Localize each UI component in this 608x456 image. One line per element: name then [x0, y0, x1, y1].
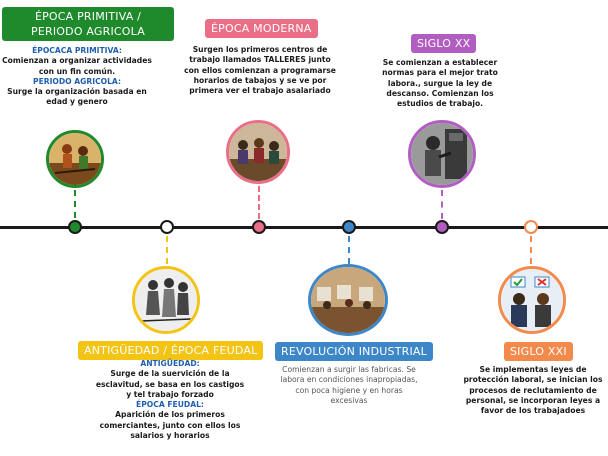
dot-feudal	[160, 220, 174, 234]
dot-moderna	[252, 220, 266, 234]
title-feudal: ANTIGÜEDAD / ÉPOCA FEUDAL	[78, 341, 263, 360]
title-primitiva: ÉPOCA PRIMITIVA / PERIODO AGRICOLA	[2, 7, 174, 41]
text-primitiva	[2, 46, 152, 108]
title-revolucion: REVOLUCIÓN INDUSTRIAL	[275, 342, 433, 361]
title-sigloxxi: SIGLO XXI	[504, 342, 573, 361]
connector-revolucion	[348, 236, 350, 264]
label-epoca-feudal: ÉPOCA FEUDAL:	[136, 400, 204, 410]
label-primitiva: ÉPOCACA PRIMITIVA:	[32, 46, 122, 55]
dot-sigloxxi	[524, 220, 538, 234]
dot-primitiva	[68, 220, 82, 234]
title-sigloxx: SIGLO XX	[411, 34, 476, 53]
desc-agricola: Surge la organización basada en edad y genero	[7, 87, 147, 107]
text-moderna: Surgen los primeros centros de trabajo llamados TALLERES junto con ellos comienzan a programarse horarios de tabajos y se ve por primera ver el trabajo asalariado	[184, 45, 336, 96]
connector-primitiva	[74, 190, 76, 218]
dot-revolucion	[342, 220, 356, 234]
connector-feudal	[166, 236, 168, 264]
desc-antiguedad: Surge de la suervición de la esclavitud, se basa en los castigos y tel trabajo forzado	[95, 369, 245, 399]
timeline-axis	[0, 226, 608, 229]
text-revolucion: Comienzan a surgir las fabricas. Se labora en condiciones inapropiadas, con poca higiene y en horas excesivas	[280, 365, 418, 405]
text-feudal	[94, 359, 246, 441]
text-sigloxx: Se comienzan a establecer normas para el mejor trato labora., surgue la ley de descanso. Comienzan los estudios de trabajo.	[382, 58, 498, 109]
label-agricola: PERIODO AGRICOLA:	[33, 76, 121, 86]
factory-worker-image	[408, 120, 476, 188]
desc-epoca-feudal: Aparición de los primeros comerciantes, junto con ellos los salarios y horarios	[99, 410, 241, 441]
connector-sigloxxi	[530, 236, 532, 264]
farm-work-image	[46, 130, 104, 188]
connector-moderna	[258, 186, 260, 219]
recruitment-image	[498, 266, 566, 334]
title-moderna: ÉPOCA MODERNA	[205, 19, 318, 38]
workshop-image	[226, 120, 290, 184]
dot-sigloxx	[435, 220, 449, 234]
factory-image	[308, 264, 388, 336]
desc-primitiva: Comienzan a organizar actividades con un fin común.	[2, 56, 152, 76]
connector-sigloxx	[441, 190, 443, 219]
label-antiguedad: ANTIGÜEDAD:	[140, 359, 200, 368]
text-sigloxxi: Se implementas leyes de protección laboral, se inician los procesos de reclutamiento de personal, se incorporan leyes a favor de los trabajadoes	[463, 365, 603, 416]
slaves-image	[132, 266, 200, 334]
